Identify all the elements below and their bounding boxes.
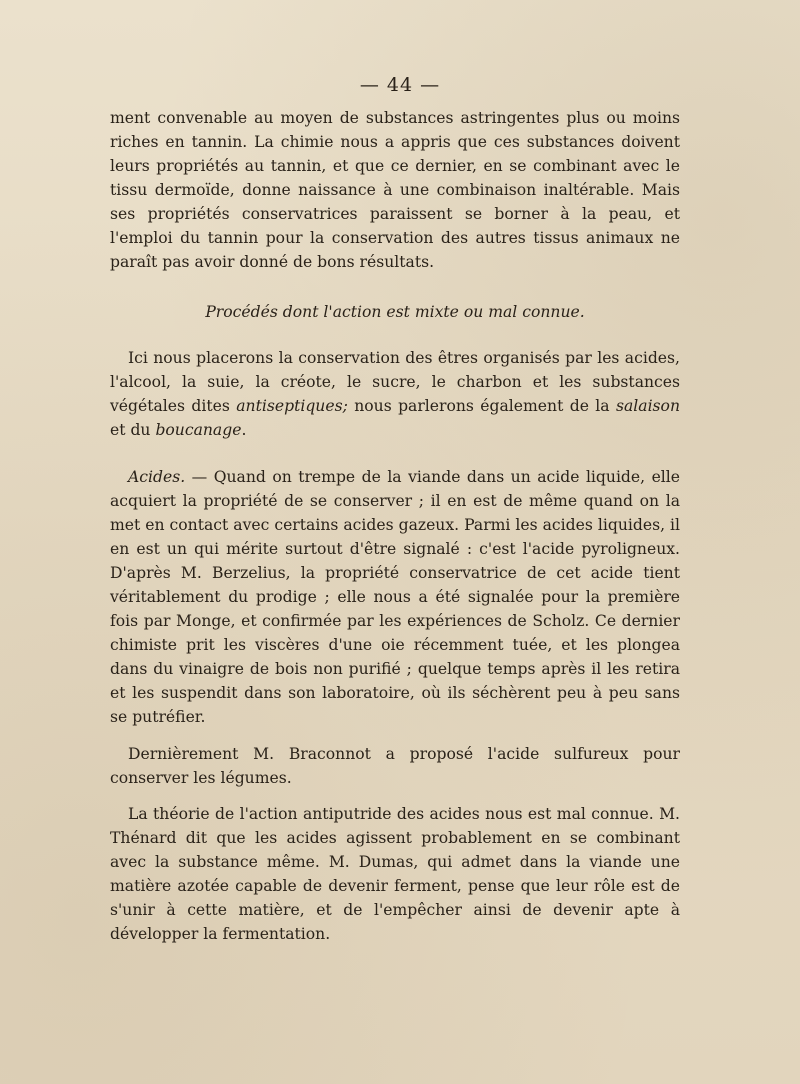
paragraph-acides [110, 465, 680, 729]
acides-text: — Quand on trempe de la viande dans un acide liquide, elle acquiert la propriété de se conserver ; il en est de même quand on la met en contact avec certains acides gazeux. Parmi les acides liquides, il en est un qui mérite surtout d'être signalé : c'est l'acide pyroligneux. D'après M. Berzelius, la propriété conservatrice de cet acide tient véritablement du prodige ; elle nous a été signalée pour la première fois par Monge, et confirmée par les expériences de Scholz. Ce dernier chimiste prit les viscères d'une oie récemment tuée, et les plongea dans du vinaigre de bois non purifié ; quelque temps après il les retira et les suspendit dans son laboratoire, où ils séchèrent peu à peu sans se putréfier. [110, 468, 680, 726]
term-antiseptiques: antiseptiques; [236, 397, 348, 415]
paragraph-lead-acides: Acides. [128, 468, 186, 486]
intro-text-2: nous parlerons également de la [347, 397, 616, 415]
paragraph-tannin: ment convenable au moyen de substances astringentes plus ou moins riches en tannin. La chimie nous a appris que ces substances doivent leurs propriétés au tannin, et que ce dernier, en se combinant avec le tissu dermoïde, donne naissance à une combinaison inaltérable. Mais ses propriétés conservatrices paraissent se borner à la peau, et l'emploi du tannin pour la conservation des autres tissus animaux ne paraît pas avoir donné de bons résultats. [110, 109, 680, 271]
intro-text-4: . [241, 421, 247, 439]
term-boucanage: boucanage [155, 421, 242, 439]
intro-text-3: et du [110, 421, 156, 439]
paragraph-introduction [110, 346, 680, 442]
section-heading: Procédés dont l'action est mixte ou mal connue. [205, 303, 585, 321]
paragraph-theorie: La théorie de l'action antiputride des acides nous est mal connue. M. Thénard dit que les acides agissent probablement en se combinant avec la substance même. M. Dumas, qui admet dans la viande une matière azotée capable de devenir ferment, pense que leur rôle est de s'unir à cette matière, et de l'empêcher ainsi de devenir apte à développer la fermentation. [110, 805, 680, 943]
term-salaison: salaison [615, 397, 680, 415]
paragraph-braconnot: Dernièrement M. Braconnot a proposé l'acide sulfureux pour conserver les légumes. [110, 745, 680, 787]
page-number: — 44 — [359, 74, 441, 96]
intro-text-1: Ici nous placerons la conservation des êtres organisés par les acides, l'alcool, la suie, la créote, le sucre, le charbon et les substances végétales dites [110, 349, 680, 415]
